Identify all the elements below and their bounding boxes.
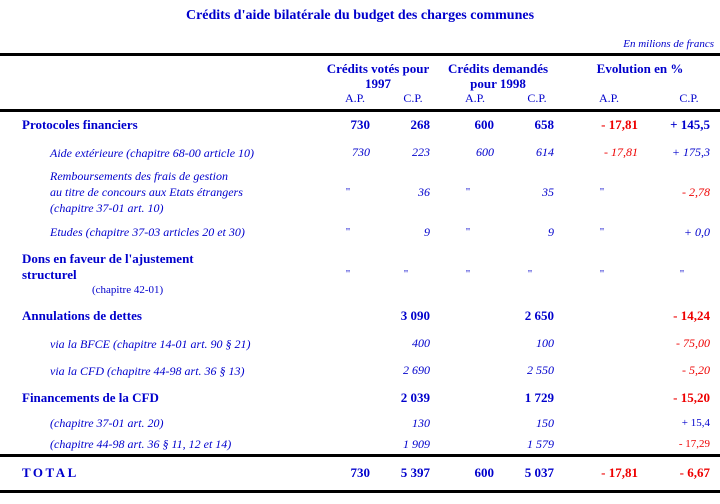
row-label-line: Etudes (chapitre 37-03 articles 20 et 30) [50, 225, 245, 239]
table-body [0, 110, 720, 491]
value-cell: " [403, 268, 409, 280]
table-row-chap-37-01 [0, 411, 720, 435]
row-label-line: structurel [22, 267, 77, 282]
table-row-chap-44-98 [0, 435, 720, 455]
value-cell: 130 [412, 415, 431, 430]
row-label [0, 455, 320, 491]
row-label-line: Remboursements des frais de gestion [50, 169, 228, 183]
value-cell: " [465, 268, 471, 280]
label-column-spacer [0, 91, 320, 110]
value-cell [560, 330, 644, 357]
table-header [0, 55, 720, 111]
col-group-line: Crédits demandés [448, 61, 549, 76]
value-cell: - 2,78 [682, 184, 711, 199]
col-group-votes-1997 [320, 55, 436, 92]
value-cell: 600 [474, 117, 495, 133]
row-label [0, 110, 320, 139]
value-cell: 100 [536, 336, 555, 350]
row-label-line: Annulations de dettes [22, 308, 142, 323]
value-cell: 5 037 [524, 465, 555, 480]
value-cell: " [345, 226, 351, 238]
value-cell [320, 302, 376, 330]
row-label-line: (chapitre 44-98 art. 36 § 11, 12 et 14) [50, 437, 232, 452]
value-cell [436, 330, 500, 357]
value-cell: 400 [412, 336, 431, 350]
value-cell: 9 [424, 224, 431, 239]
row-label [0, 139, 320, 166]
row-label [0, 330, 320, 357]
value-cell: 730 [350, 465, 370, 480]
value-cell: - 14,24 [673, 308, 711, 323]
col-group-line: Evolution en % [596, 61, 684, 76]
label-column-spacer [0, 55, 320, 92]
row-label-line: Aide extérieure (chapitre 68-00 article 10) [50, 145, 255, 160]
row-label-line: TOTAL [22, 465, 79, 480]
value-cell: 9 [548, 224, 555, 239]
value-cell: 2 039 [400, 389, 431, 405]
row-label [0, 246, 320, 302]
value-cell: + 145,5 [670, 117, 711, 133]
col-group-line: Crédits votés pour [326, 61, 430, 76]
value-cell [560, 384, 644, 411]
value-cell [560, 302, 644, 330]
table-row-etudes [0, 218, 720, 246]
value-cell: 35 [542, 184, 555, 199]
unit-note: En milions de francs [623, 38, 714, 50]
value-cell [436, 302, 500, 330]
row-label [0, 357, 320, 384]
table-row-total [0, 455, 720, 491]
value-cell [320, 330, 376, 357]
table-row-via-bfce [0, 330, 720, 357]
value-cell [560, 435, 644, 455]
value-cell: " [345, 186, 351, 198]
value-cell: " [465, 226, 471, 238]
row-label-line: Protocoles financiers [22, 117, 138, 133]
value-cell: " [599, 268, 605, 280]
row-label [0, 384, 320, 411]
subheader-ap-1998: A.P. [465, 91, 486, 105]
value-cell: 1 729 [524, 389, 555, 405]
page-title: Crédits d'aide bilatérale du budget des charges communes [185, 8, 535, 23]
value-cell: - 17,29 [678, 438, 711, 451]
value-cell [436, 357, 500, 384]
value-cell: " [679, 268, 685, 280]
value-cell: 1 909 [403, 436, 431, 451]
row-label-line: Financements de la CFD [22, 389, 159, 405]
value-cell: - 17,81 [604, 145, 639, 159]
col-group-line: pour 1998 [470, 76, 526, 91]
value-cell: 1 579 [527, 436, 555, 451]
row-label [0, 302, 320, 330]
value-cell: " [527, 268, 533, 280]
value-cell [320, 384, 376, 411]
value-cell: " [599, 226, 605, 238]
value-cell: + 0,0 [683, 224, 711, 239]
column-group-row [0, 55, 720, 92]
value-cell: 600 [474, 465, 495, 480]
value-cell: - 6,67 [679, 465, 711, 480]
value-cell: 600 [476, 145, 495, 159]
value-cell: - 17,81 [601, 117, 639, 133]
value-cell: " [599, 186, 605, 198]
subheader-row [0, 91, 720, 110]
subheader-ap-1997: A.P. [344, 91, 365, 105]
value-cell [560, 357, 644, 384]
value-cell: 223 [412, 145, 431, 159]
value-cell [320, 357, 376, 384]
table-row-annulations [0, 302, 720, 330]
table-row-via-cfd [0, 357, 720, 384]
value-cell: - 5,20 [682, 363, 711, 377]
row-label-line: Dons en faveur de l'ajustement [22, 251, 194, 266]
value-cell: 36 [418, 184, 431, 199]
subheader-cp-evol: C.P. [679, 91, 699, 105]
row-label-line: (chapitre 42-01) [92, 284, 164, 296]
credits-table [0, 53, 720, 493]
value-cell: 658 [534, 117, 555, 133]
table-row-aide-exterieure [0, 139, 720, 166]
table-row-protocoles [0, 110, 720, 139]
value-cell: " [345, 268, 351, 280]
value-cell: + 15,4 [681, 417, 711, 429]
value-cell [320, 411, 376, 435]
value-cell: 268 [410, 117, 431, 133]
value-cell: - 17,81 [601, 465, 639, 480]
value-cell: 730 [350, 117, 370, 133]
row-label [0, 411, 320, 435]
value-cell [436, 435, 500, 455]
value-cell [320, 435, 376, 455]
col-group-demandes-1998 [436, 55, 560, 92]
value-cell: 614 [536, 145, 555, 159]
row-label-line: via la BFCE (chapitre 14-01 art. 90 § 21) [50, 336, 251, 351]
row-label [0, 435, 320, 455]
value-cell [436, 411, 500, 435]
row-label [0, 218, 320, 246]
value-cell: 150 [536, 415, 555, 430]
value-cell: 730 [352, 145, 370, 159]
col-group-line: 1997 [365, 76, 391, 91]
value-cell: 2 550 [527, 363, 555, 377]
value-cell: 3 090 [400, 308, 431, 323]
value-cell: + 175,3 [671, 145, 711, 159]
row-label-line: (chapitre 37-01 art. 10) [50, 201, 164, 215]
value-cell: 2 690 [403, 363, 431, 377]
col-group-evolution [560, 55, 720, 92]
row-label-line: au titre de concours aux Etats étrangers [50, 185, 243, 199]
table-row-remboursements [0, 166, 720, 218]
row-label [0, 166, 320, 218]
subheader-cp-1998: C.P. [527, 91, 547, 105]
value-cell: " [465, 186, 471, 198]
value-cell: - 15,20 [673, 389, 711, 405]
table-row-dons [0, 246, 720, 302]
value-cell [436, 384, 500, 411]
value-cell: - 75,00 [676, 336, 711, 350]
value-cell: 5 397 [400, 465, 431, 480]
row-label-line: (chapitre 37-01 art. 20) [50, 416, 164, 430]
subheader-ap-evol: A.P. [599, 91, 620, 105]
subheader-cp-1997: C.P. [403, 91, 423, 105]
table-row-financements [0, 384, 720, 411]
value-cell: 2 650 [524, 308, 555, 323]
row-label-line: via la CFD (chapitre 44-98 art. 36 § 13) [50, 363, 245, 378]
value-cell [560, 411, 644, 435]
